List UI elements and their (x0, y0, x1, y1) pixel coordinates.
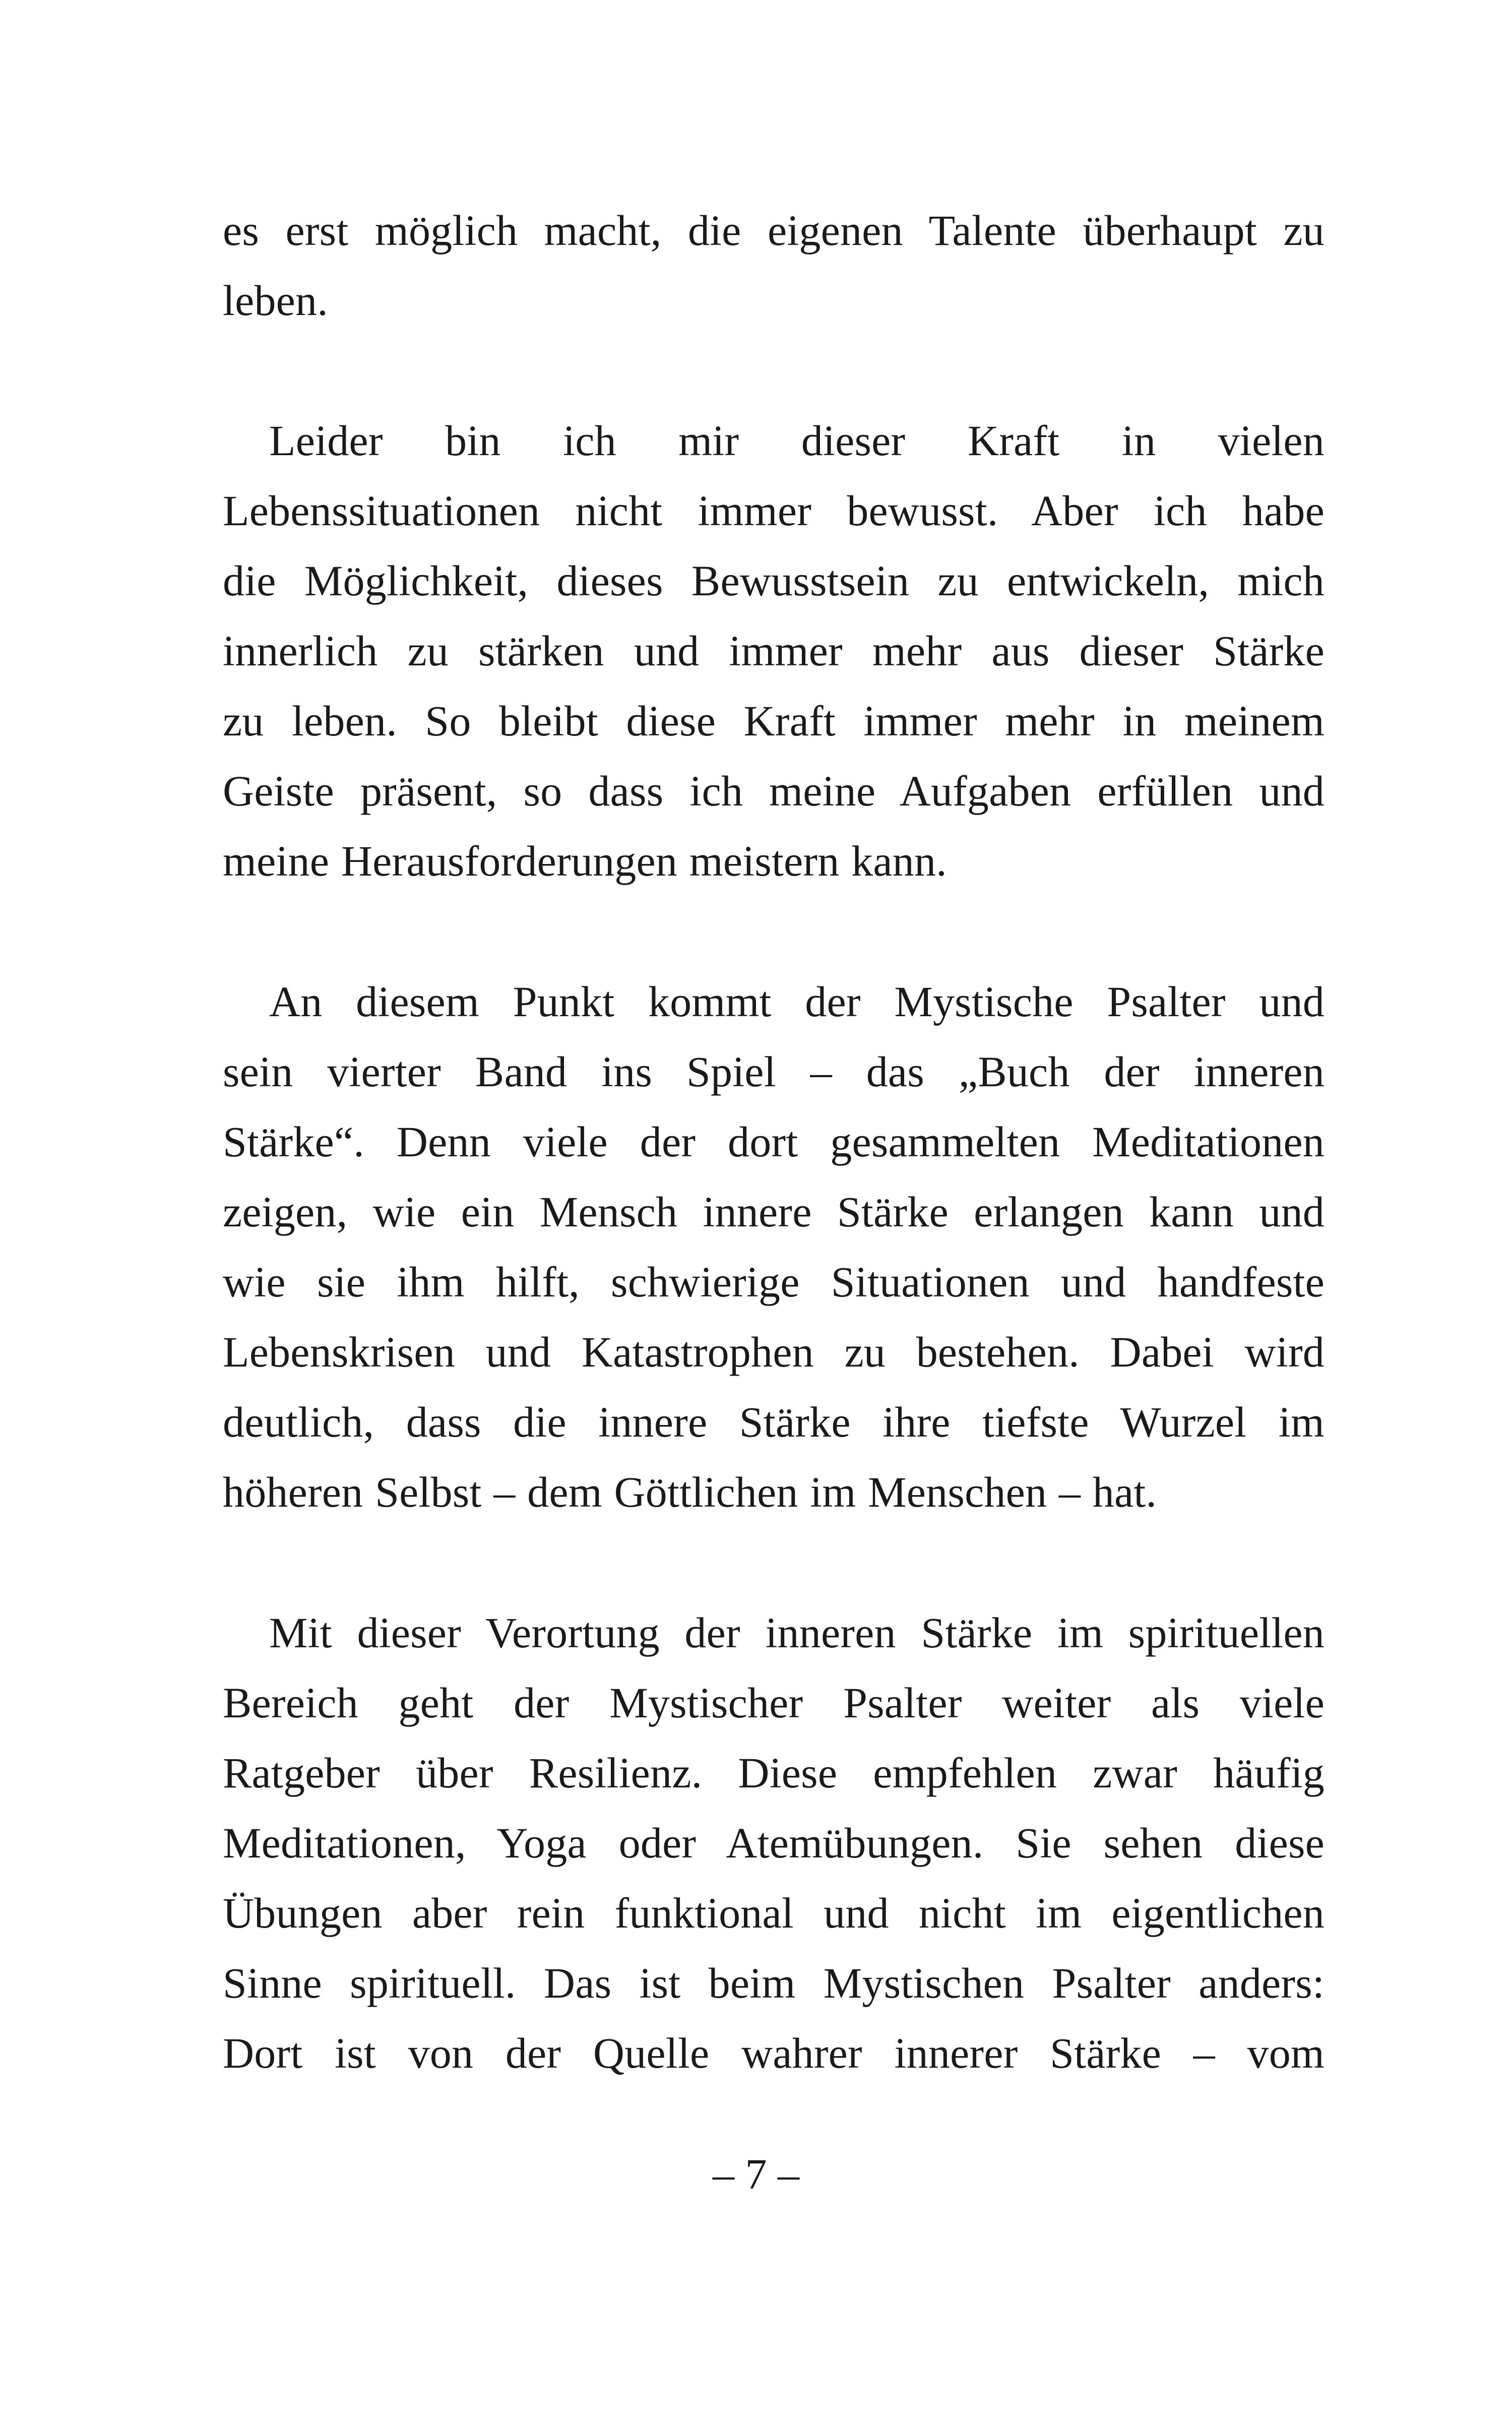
paragraph-1 (223, 196, 1325, 336)
paragraph-line: Geiste präsent, so dass ich meine Aufgaben erfüllen und (223, 767, 1325, 815)
paragraph-line: zeigen, wie ein Mensch innere Stärke erlangen kann und (223, 1188, 1325, 1236)
page-number: – 7 – (713, 2150, 799, 2198)
paragraph-line: sein vierter Band ins Spiel – das „Buch der inneren (223, 1047, 1325, 1096)
paragraph-3 (223, 967, 1325, 1527)
paragraph-line: die Möglichkeit, dieses Bewusstsein zu entwickeln, mich (223, 556, 1325, 605)
paragraph-line: innerlich zu stärken und immer mehr aus dieser Stärke (223, 627, 1325, 675)
paragraph-4 (223, 1598, 1325, 2088)
paragraph-line: Stärke“. Denn viele der dort gesammelten Meditationen (223, 1118, 1325, 1166)
paragraph-line: Lebenskrisen und Katastrophen zu bestehen. Dabei wird (223, 1328, 1325, 1376)
paragraph-2 (223, 406, 1325, 896)
paragraph-line: leben. (223, 276, 328, 325)
paragraph-line: wie sie ihm hilft, schwierige Situationen und handfeste (223, 1258, 1325, 1306)
paragraph-line: Bereich geht der Mystischer Psalter weiter als viele (223, 1679, 1325, 1727)
paragraph-line: meine Herausforderungen meistern kann. (223, 837, 947, 885)
paragraph-line: Lebenssituationen nicht immer bewusst. Aber ich habe (223, 486, 1325, 535)
paragraph-line: Ratgeber über Resilienz. Diese empfehlen zwar häufig (223, 1749, 1325, 1797)
paragraph-line: An diesem Punkt kommt der Mystische Psalter und (269, 977, 1325, 1026)
paragraph-line: deutlich, dass die innere Stärke ihre tiefste Wurzel im (223, 1398, 1325, 1446)
paragraph-line: zu leben. So bleibt diese Kraft immer mehr in meinem (223, 697, 1325, 745)
paragraph-line: Leider bin ich mir dieser Kraft in vielen (269, 416, 1325, 465)
paragraph-line: Sinne spirituell. Das ist beim Mystischen Psalter anders: (223, 1959, 1325, 2007)
paragraph-line: Übungen aber rein funktional und nicht im eigentlichen (223, 1889, 1325, 1937)
paragraph-line: Mit dieser Verortung der inneren Stärke im spirituellen (269, 1608, 1325, 1657)
paragraph-line: Meditationen, Yoga oder Atemübungen. Sie sehen diese (223, 1819, 1325, 1867)
paragraph-line: Dort ist von der Quelle wahrer innerer Stärke – vom (223, 2029, 1325, 2077)
paragraph-line: höheren Selbst – dem Göttlichen im Menschen – hat. (223, 1468, 1157, 1516)
paragraph-line: es erst möglich macht, die eigenen Talente überhaupt zu (223, 206, 1325, 255)
